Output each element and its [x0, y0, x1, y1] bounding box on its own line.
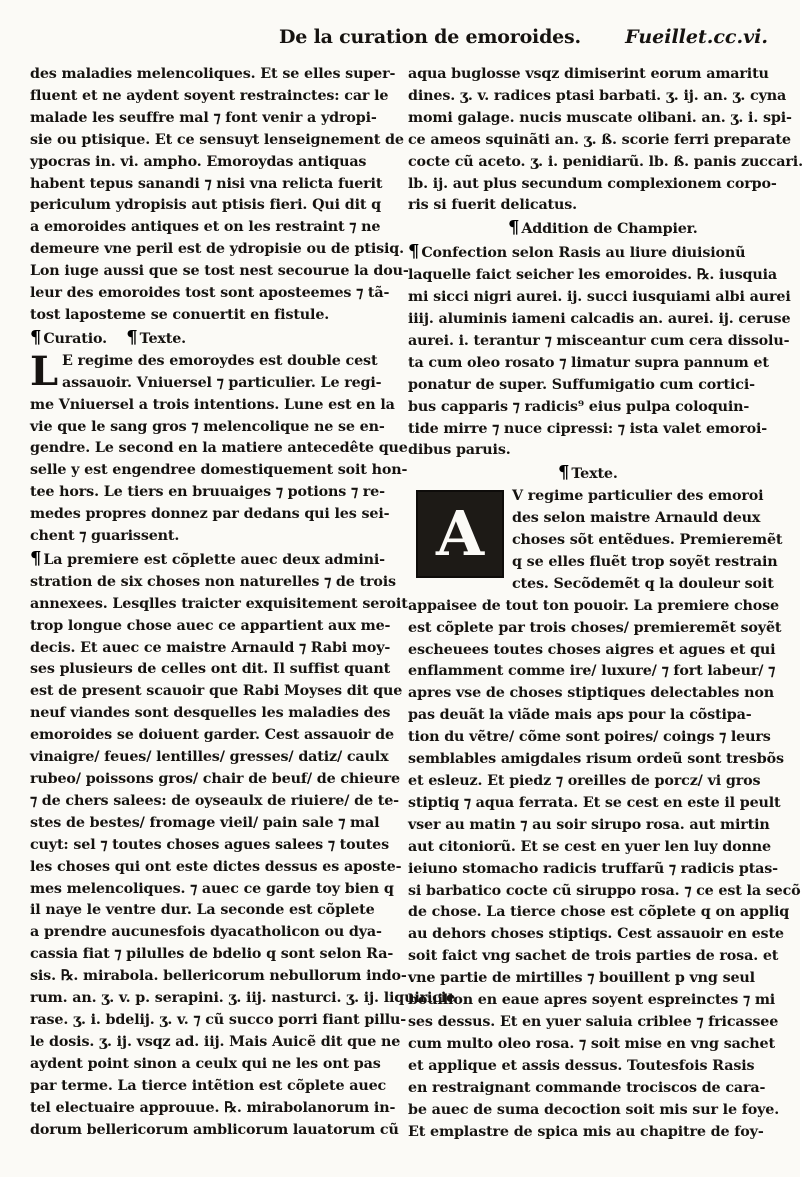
text-line: mes melencoliques. ⁊ auec ce garde toy bien q	[30, 880, 394, 897]
text-line: le dosis. ʒ. ij. vsqz ad. iij. Mais Auicẽ dit que ne	[30, 1033, 401, 1050]
drop-cap-l: L	[30, 347, 58, 395]
text-line: sie ou ptisique. Et ce sensuyt lenseignement de	[30, 131, 404, 148]
text-line: leur des emoroides tost sont aposteemes ⁊ tã-	[30, 285, 390, 302]
drop-cap-a: A	[436, 497, 484, 571]
text-line: demeure vne peril est de ydropisie ou de ptisiq.	[30, 241, 404, 258]
text-line: stiptiq ⁊ aqua ferrata. Et se cest en este il peult	[408, 794, 781, 811]
text-line: habent tepus sanandi ⁊ nisi vna relicta fuerit	[30, 175, 383, 192]
text-line: dibus paruis.	[408, 442, 511, 459]
text-line: ses plusieurs de celles ont dit. Il suffist quant	[30, 661, 391, 678]
right-paragraph-2	[408, 241, 791, 462]
text-line: apres vse de choses stiptiques delectables non	[408, 685, 775, 702]
text-line: au dehors choses stiptiqs. Cest assauoir en este	[408, 926, 784, 943]
text-line: stes de bestes/ fromage vieil/ pain sale ⁊ mal	[30, 814, 380, 831]
text-line: emoroides se doiuent garder. Cest assauoir de	[30, 727, 394, 744]
text-line: decis. Et auec ce maistre Arnauld ⁊ Rabi moy-	[30, 639, 391, 656]
text-line: malade les seuffre mal ⁊ font venir a ydropi-	[30, 109, 377, 126]
text-line: escheuees toutes choses aigres et agues et qui	[408, 641, 776, 658]
text-line: rubeo/ poissons gros/ chair de beuf/ de chieure	[30, 771, 400, 787]
left-paragraph-3	[30, 547, 456, 1141]
left-paragraph-1	[30, 64, 409, 327]
pilcrow-icon: ¶	[508, 217, 520, 239]
text-line: periculum ydropisis aut ptisis fieri. Qui dit q	[30, 197, 381, 214]
text-line: gendre. Le second en la matiere antecedête que	[30, 440, 408, 457]
running-title: De la curation de emoroides.	[279, 26, 581, 48]
text-line: des selon maistre Arnauld deux	[512, 510, 761, 527]
text-line: vie que le sang gros ⁊ melencolique ne se en-	[30, 418, 385, 435]
pilcrow-icon: ¶	[126, 326, 138, 348]
text-line: medes propres donnez par dedans qui les sei-	[30, 506, 390, 523]
text-line: aut citoniorũ. Et se cest en yuer len luy donne	[408, 838, 771, 855]
text-line: q se elles fluẽt trop soyẽt restrain	[512, 553, 778, 570]
text-line: assauoir. Vniuersel ⁊ particulier. Le regi-	[61, 374, 382, 391]
text-line: dorum bellericorum amblicorum lauatorum cũ	[30, 1121, 399, 1138]
text-line: neuf viandes sont desquelles les maladies des	[30, 705, 391, 722]
text-line: lb. ij. aut plus secundum complexionem corpo-	[408, 175, 777, 192]
texte-heading: ¶ Texte.	[558, 462, 618, 484]
text-line: appaisee de tout ton pouoir. La premiere chose	[408, 597, 779, 614]
right-paragraph-1	[408, 64, 803, 217]
text-line: be auec de suma decoction soit mis sur le foye.	[408, 1101, 780, 1118]
text-line: mi sicci nigri aurei. ij. succi iusquiami albi aurei	[408, 289, 791, 306]
text-line: Et emplastre de spica mis au chapitre de foy-	[408, 1123, 764, 1140]
left-column	[24, 64, 456, 1143]
text-line: ce ameos squinãti an. ʒ. ß. scorie ferri preparate	[408, 131, 791, 148]
text-line: est de present scauoir que Rabi Moyses dit que	[30, 683, 403, 700]
text-line: V regime particulier des emoroi	[512, 488, 764, 505]
running-head	[24, 18, 774, 58]
text-line: vinaigre/ feues/ lentilles/ gresses/ datiz/ caulx	[30, 749, 389, 766]
text-line: me Vniuersel a trois intentions. Lune est en la	[30, 396, 395, 413]
pilcrow-icon: ¶	[408, 241, 420, 263]
text-line: iiij. aluminis iameni calcadis an. aurei. ij. ceruse	[408, 310, 791, 327]
text-line: Lon iuge aussi que se tost nest secourue la dou-	[30, 263, 409, 280]
pilcrow-icon: ¶	[30, 547, 42, 569]
text-line: ⁊ de chers salees: de oyseaulx de riuiere/ de te-	[30, 792, 399, 809]
text-line: bus capparis ⁊ radicis⁹ eius pulpa coloquin-	[408, 398, 750, 415]
text-line: de chose. La tierce chose est cõplete q on appliq	[408, 904, 790, 921]
text-line: ta cum oleo rosato ⁊ limatur supra pannum et	[408, 354, 769, 371]
text-line: tost laposteme se conuertit en fistule.	[30, 306, 330, 323]
text-line: ris si fuerit delicatus.	[408, 197, 577, 214]
text-line: vne partie de mirtilles ⁊ bouillent p vng seul	[408, 970, 755, 987]
text-line: cocte cũ aceto. ʒ. i. penidiarũ. lb. ß. panis zuccari.	[408, 153, 803, 170]
text-line: aqua buglosse vsqz dimiserint eorum amaritu	[408, 66, 769, 82]
text-line: bouillon en eaue apres soyent espreinctes ⁊ mi	[408, 992, 776, 1009]
text-line: ¶ La premiere est cõplette auec deux admini-	[30, 547, 385, 569]
text-line: aydent point sinon a ceulx qui ne les ont pas	[30, 1055, 381, 1072]
text-line: en restraignant commande trociscos de cara-	[408, 1079, 766, 1096]
text-line: soit faict vng sachet de trois parties de rosa. et	[408, 948, 779, 965]
text-line: cum multo oleo rosa. ⁊ soit mise en vng sachet	[408, 1035, 775, 1052]
right-column	[408, 64, 803, 1143]
text-line: a emoroides antiques et on les restraint ⁊ ne	[30, 219, 381, 236]
folio-number: Fueillet.cc.vi.	[625, 26, 768, 48]
text-line: tide mirre ⁊ nuce cipressi: ⁊ ista valet emoroi-	[408, 420, 768, 437]
text-line: aurei. i. terantur ⁊ misceantur cum cera dissolu-	[408, 332, 790, 349]
text-line: et esleuz. Et piedz ⁊ oreilles de porcz/ vi gros	[408, 773, 761, 789]
text-line: tee hors. Le tiers en bruuaiges ⁊ potions ⁊ re-	[30, 484, 385, 501]
text-line: pas deuãt la viãde mais aps pour la cõstipa-	[408, 707, 752, 724]
text-line: et applique et assis dessus. Toutesfois Rasis	[408, 1057, 755, 1074]
pilcrow-icon: ¶	[558, 462, 570, 484]
pilcrow-icon: ¶	[30, 326, 42, 348]
text-line: tel electuaire approuue. ℞. mirabolanorum in-	[30, 1099, 396, 1116]
text-line: rase. ʒ. i. bdelij. ʒ. v. ⁊ cũ succo porri fiant pillu-	[30, 1011, 407, 1028]
text-line: rum. an. ʒ. v. p. serapini. ʒ. iij. nasturci. ʒ. ij. liquiricie	[30, 990, 456, 1007]
text-line: ¶ Confection selon Rasis au liure diuisionũ	[408, 241, 746, 263]
text-line: des maladies melencoliques. Et se elles super-	[30, 66, 396, 82]
text-line: chent ⁊ guarissent.	[30, 528, 180, 545]
text-line: sis. ℞. mirabola. bellericorum nebullorum indo-	[30, 968, 407, 985]
text-line: stration de six choses non naturelles ⁊ de trois	[30, 573, 396, 590]
text-line: ctes. Secõdemẽt q la douleur soit	[512, 575, 774, 592]
text-line: enflamment comme ire/ luxure/ ⁊ fort labeur/ ⁊	[408, 663, 776, 680]
text-line: ses dessus. Et en yuer saluia criblee ⁊ fricassee	[408, 1013, 779, 1030]
text-line: a prendre aucunesfois dyacatholicon ou dya-	[30, 924, 382, 941]
text-line: annexees. Lesqlles traicter exquisitement seroit	[30, 595, 408, 612]
text-line: trop longue chose auec ce appartient aux me-	[30, 617, 391, 634]
text-line: semblables amigdales risum ordeũ sont tresbõs	[408, 751, 784, 768]
text-line: cassia fiat ⁊ pilulles de bdelio q sont selon Ra-	[30, 946, 394, 963]
addition-heading: ¶ Addition de Champier.	[508, 217, 698, 239]
text-line: ieiuno stomacho radicis truffarũ ⁊ radicis ptas-	[408, 860, 778, 877]
decorated-initial-a	[416, 490, 504, 578]
text-line: si barbatico cocte cũ siruppo rosa. ⁊ ce est la secõ	[408, 882, 801, 899]
text-line: choses sõt entẽdues. Premieremẽt	[512, 532, 783, 549]
text-line: selle y est engendree domestiquement soit hon-	[30, 462, 408, 479]
text-line: les choses qui ont este dictes dessus es aposte-	[30, 858, 402, 875]
text-line: par terme. La tierce intẽtion est cõplete auec	[30, 1077, 387, 1094]
text-line: est cõplete par trois choses/ premieremẽt soyẽt	[408, 619, 782, 636]
text-line: ponatur de super. Suffumigatio cum cortici-	[408, 376, 755, 393]
text-line: cuyt: sel ⁊ toutes choses agues salees ⁊ toutes	[30, 836, 390, 853]
text-line: momi galage. nucis muscate olibani. an. ʒ. i. spi-	[408, 109, 792, 126]
text-columns	[24, 64, 803, 1143]
text-line: ypocras in. vi. ampho. Emoroydas antiquas	[30, 153, 367, 170]
text-line: laquelle faict seicher les emoroides. ℞. iusquia	[408, 267, 777, 284]
curatio-heading: ¶ Curatio. ¶ Texte.	[30, 326, 187, 348]
text-line: dines. ʒ. v. radices ptasi barbati. ʒ. ij. an. ʒ. cyna	[408, 87, 787, 104]
text-line: fluent et ne aydent soyent restrainctes: car le	[30, 87, 389, 104]
text-line: vser au matin ⁊ au soir sirupo rosa. aut mirtin	[408, 816, 770, 833]
right-paragraph-3	[408, 486, 801, 1143]
text-line: E regime des emoroydes est double cest	[61, 352, 378, 369]
text-line: il naye le ventre dur. La seconde est cõplete	[30, 902, 375, 919]
left-paragraph-2	[30, 347, 408, 548]
text-line: tion du vẽtre/ cõme sont poires/ coings ⁊ leurs	[408, 729, 771, 746]
